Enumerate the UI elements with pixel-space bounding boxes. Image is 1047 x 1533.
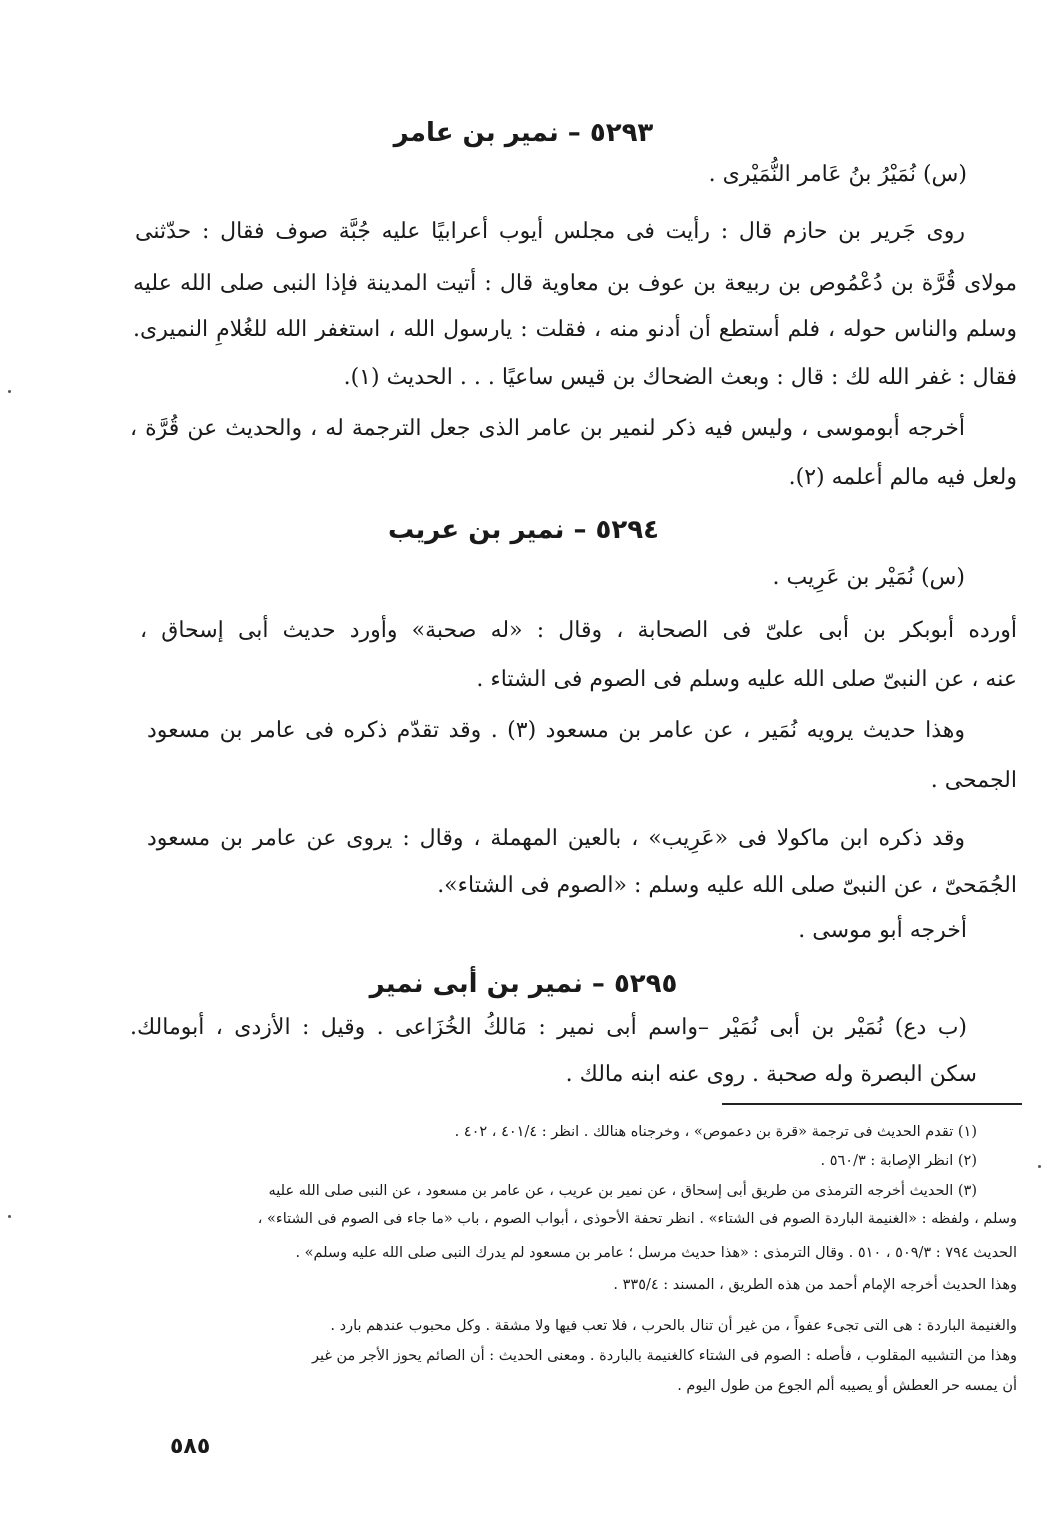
- footnote-3-line: والغنيمة الباردة : هى التى تجىء عفواً ، من غير أن تنال بالحرب ، فلا تعب فيها ولا مشقة . وكل محبوب عندهم بارد .: [330, 1318, 1017, 1334]
- footnote-3-line: وهذا من التشبيه المقلوب ، فأصله : الصوم فى الشتاء كالغنيمة بالباردة . ومعنى الحديث : أن الصائم يحوز الأجر من غير: [311, 1348, 1017, 1364]
- scan-speck: [1038, 1165, 1041, 1168]
- entry-heading-5294: ٥٢٩٤ – نمير بن عريب: [387, 515, 660, 545]
- body-line: وقد ذكره ابن ماكولا فى «عَرِيب» ، بالعين المهملة ، وقال : يروى عن عامر بن مسعود: [147, 826, 965, 851]
- footnote-3-line: أن يمسه حر العطش أو يصيبه ألم الجوع من طول اليوم .: [677, 1378, 1017, 1394]
- footnote-3-line: الحديث ٧٩٤ : ٥٠٩/٣ ، ٥١٠ . وقال الترمذى : «هذا حديث مرسل ؛ عامر بن مسعود لم يدرك النبى صلى الله عليه وسلم» .: [295, 1245, 1017, 1261]
- body-line: الجُمَحىّ ، عن النبىّ صلى الله عليه وسلم : «الصوم فى الشتاء».: [437, 873, 1017, 898]
- footnote-3-line: وهذا الحديث أخرجه الإمام أحمد من هذه الطريق ، المسند : ٣٣٥/٤ .: [613, 1277, 1017, 1293]
- body-line: روى جَرير بن حازم قال : رأيت فى مجلس أيوب أعرابيًا عليه جُبَّة صوف فقال : حدّثنى: [135, 219, 965, 244]
- entry-name-line: (س) نُمَيْر بن عَرِيب .: [772, 565, 965, 590]
- body-line: وسلم والناس حوله ، فلم أستطع أن أدنو منه ، فقلت : يارسول الله ، استغفر الله للغُلامِ النميرى.: [133, 317, 1017, 342]
- body-line: مولاى قُرَّة بن دُعْمُوص بن ربيعة بن عوف بن معاوية قال : أتيت المدينة فإذا النبى صلى الله عليه: [133, 271, 1017, 296]
- entry-heading-5295: ٥٢٩٥ – نمير بن أبى نمير: [369, 969, 678, 999]
- footnote-3-line: وسلم ، ولفظه : «الغنيمة الباردة الصوم فى الشتاء» . انظر تحفة الأحوذى ، أبواب الصوم ، باب «ما جاء فى الصوم فى الشتاء» ،: [257, 1211, 1017, 1227]
- entry-name-line: (ب دع) نُمَيْر بن أبى نُمَيْر –واسم أبى نمير : مَالكُ الخُزَاعى . وقيل : الأزدى ، أبومالك.: [130, 1015, 967, 1040]
- body-line: سكن البصرة وله صحبة . روى عنه ابنه مالك .: [565, 1062, 977, 1087]
- body-line: الجمحى .: [930, 768, 1017, 793]
- page-number: ٥٨٥: [170, 1434, 211, 1459]
- entry-name-line: (س) نُمَيْرُ بنُ عَامر النُّمَيْرى .: [708, 162, 967, 187]
- scan-speck: [8, 390, 11, 393]
- footnote-1: (١) تقدم الحديث فى ترجمة «قرة بن دعموص» ، وخرجناه هنالك . انظر : ٤٠١/٤ ، ٤٠٢ .: [454, 1124, 977, 1140]
- footnote-3: (٣) الحديث أخرجه الترمذى من طريق أبى إسحاق ، عن نمير بن عريب ، عن عامر بن مسعود ، عن النبى صلى الله عليه: [268, 1183, 977, 1199]
- body-line: عنه ، عن النبىّ صلى الله عليه وسلم فى الصوم فى الشتاء .: [476, 667, 1017, 692]
- body-line: وهذا حديث يرويه نُمَير ، عن عامر بن مسعود (٣) . وقد تقدّم ذكره فى عامر بن مسعود: [147, 718, 965, 743]
- body-line: أخرجه أبوموسى ، وليس فيه ذكر لنمير بن عامر الذى جعل الترجمة له ، والحديث عن قُرَّة ،: [130, 416, 965, 441]
- body-line: فقال : غفر الله لك : قال : وبعث الضحاك بن قيس ساعيًا . . . الحديث (١).: [343, 365, 1017, 390]
- body-line: أخرجه أبو موسى .: [798, 918, 967, 943]
- entry-heading-5293: ٥٢٩٣ – نمير بن عامر: [393, 118, 654, 148]
- body-line: ولعل فيه مالم أعلمه (٢).: [788, 465, 1017, 490]
- footnote-2: (٢) انظر الإصابة : ٥٦٠/٣ .: [820, 1153, 977, 1169]
- body-line: أورده أبوبكر بن أبى علىّ فى الصحابة ، وقال : «له صحبة» وأورد حديث أبى إسحاق ،: [140, 618, 1017, 643]
- scan-speck: [8, 1215, 11, 1218]
- footnote-separator: [722, 1103, 1022, 1105]
